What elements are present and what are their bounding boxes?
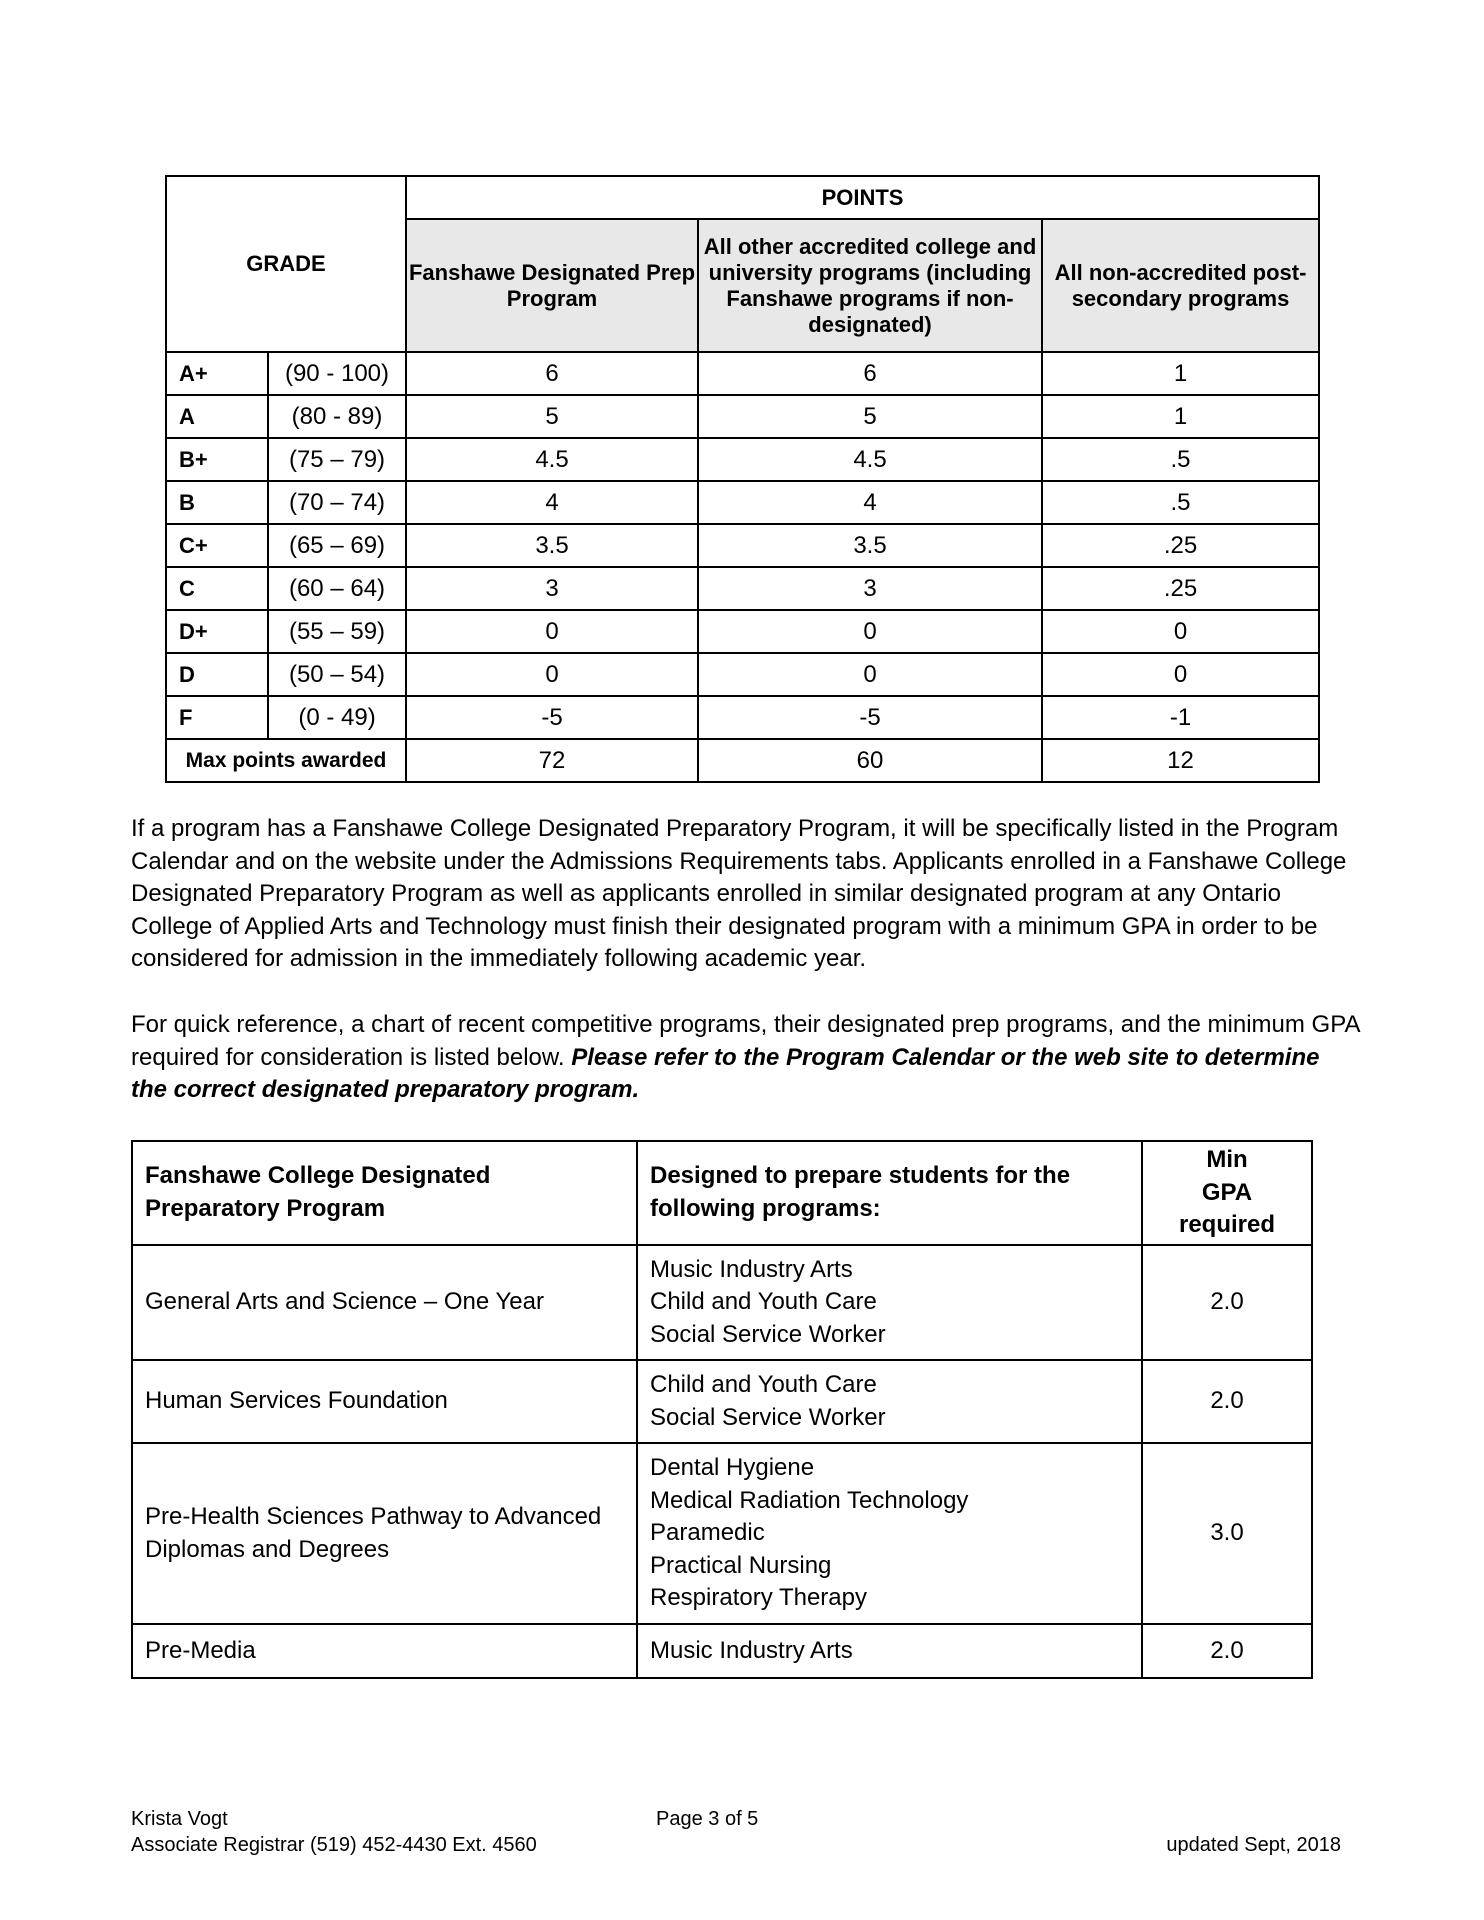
designated-program-paragraph: If a program has a Fanshawe College Designated Preparatory Program, it will be specifically listed in the Program Calendar and on the website under the Admissions Requirements tabs. Applicants enrolled in a Fanshawe College Designated Preparatory Program as well as applicants enrolled in similar designated program at any Ontario College of Applied Arts and Technology must finish their designated program with a minimum GPA in order to be considered for admission in the immediately following academic year. [131,815,1347,972]
target-program: Child and Youth Care [650,1371,877,1398]
fanshawe-prep-header: Fanshawe Designated Prep Program [406,219,698,352]
min-gpa-header-line: GPA [1201,1178,1253,1206]
fanshawe-points: 4.5 [406,438,698,481]
quick-reference-emphasis: Please refer to the Program Calendar or the web site to determine the correct designated preparatory program. [131,1043,1320,1103]
table-row [132,1360,1312,1443]
grade-range: (75 – 79) [268,438,406,481]
points-header: POINTS [406,176,1319,219]
grade-letter: B+ [166,438,268,481]
accredited-points: 3.5 [698,524,1042,567]
table-row [166,567,1319,610]
target-program: Practical Nursing [650,1551,832,1579]
prep-program-table [131,1140,1313,1679]
footer-name: Krista Vogt [131,1808,228,1830]
target-programs [637,1443,1142,1624]
grade-range: (70 – 74) [268,481,406,524]
footer-title: Associate Registrar (519) 452-4430 Ext. 4560 [131,1834,537,1856]
min-gpa-value: 2.0 [1142,1360,1312,1443]
quick-reference-text: For quick reference, a chart of recent competitive programs, their designated prep programs, and the minimum GPA required for consideration is listed below. [131,1011,1360,1071]
min-gpa-header-line: required [1178,1211,1276,1238]
min-gpa-value: 3.0 [1142,1443,1312,1624]
prep-program-name: Pre-Health Sciences Pathway to Advanced Diplomas and Degrees [132,1443,637,1624]
prep-program-name: Human Services Foundation [132,1360,637,1443]
fanshawe-points: 0 [406,610,698,653]
accredited-points: 4 [698,481,1042,524]
fanshawe-points: 0 [406,653,698,696]
grade-letter: D+ [166,610,268,653]
max-accredited: 60 [698,739,1042,782]
max-fanshawe: 72 [406,739,698,782]
fanshawe-points: 3.5 [406,524,698,567]
prep-program-name: General Arts and Science – One Year [132,1245,637,1361]
grade-letter: C [166,567,268,610]
grade-header: GRADE [166,176,406,352]
non-accredited-points: 1 [1042,395,1319,438]
footer-contact [131,1806,537,1858]
accredited-header: All other accredited college and university programs (including Fanshawe programs if non-designated) [698,219,1042,352]
prepares-for-header: Designed to prepare students for the following programs: [637,1141,1142,1245]
grade-range: (65 – 69) [268,524,406,567]
accredited-points: 5 [698,395,1042,438]
non-accredited-points: .25 [1042,524,1319,567]
updated-date: updated Sept, 2018 [1166,1834,1341,1856]
grade-range: (80 - 89) [268,395,406,438]
non-accredited-header: All non-accredited post-secondary programs [1042,219,1319,352]
grade-range: (55 – 59) [268,610,406,653]
quick-reference-paragraph [131,1009,1361,1107]
table-row [166,438,1319,481]
target-program: Paramedic [650,1519,765,1547]
accredited-points: 0 [698,653,1042,696]
target-programs [637,1624,1142,1678]
target-program: Music Industry Arts [650,1636,853,1664]
grade-range: (50 – 54) [268,653,406,696]
fanshawe-points: 6 [406,352,698,395]
target-program: Medical Radiation Technology [650,1486,969,1514]
table-row [166,610,1319,653]
table-row [132,1443,1312,1624]
non-accredited-points: 1 [1042,352,1319,395]
grade-range: (0 - 49) [268,696,406,739]
table-row [166,653,1319,696]
non-accredited-points: -1 [1042,696,1319,739]
target-program: Music Industry Arts [650,1255,853,1283]
accredited-points: 4.5 [698,438,1042,481]
min-gpa-value: 2.0 [1142,1624,1312,1678]
grade-range: (60 – 64) [268,567,406,610]
target-program: Child and Youth Care [650,1288,877,1315]
prep-program-name: Pre-Media [132,1624,637,1678]
grade-letter: D [166,653,268,696]
table-row [166,395,1319,438]
table-row [166,481,1319,524]
target-program: Respiratory Therapy [650,1584,867,1612]
min-gpa-value: 2.0 [1142,1245,1312,1361]
non-accredited-points: .5 [1042,438,1319,481]
table-row [166,352,1319,395]
target-program: Social Service Worker [650,1320,886,1348]
grade-letter: A+ [166,352,268,395]
accredited-points: 6 [698,352,1042,395]
min-gpa-header-line: Min [1206,1146,1248,1173]
accredited-points: 0 [698,610,1042,653]
prep-program-header: Fanshawe College Designated Preparatory Program [132,1141,637,1245]
grade-letter: B [166,481,268,524]
non-accredited-points: 0 [1042,610,1319,653]
non-accredited-points: .25 [1042,567,1319,610]
grade-range: (90 - 100) [268,352,406,395]
table-row [132,1245,1312,1361]
grade-letter: C+ [166,524,268,567]
fanshawe-points: 5 [406,395,698,438]
table-row [166,524,1319,567]
fanshawe-points: 4 [406,481,698,524]
grade-letter: A [166,395,268,438]
accredited-points: -5 [698,696,1042,739]
fanshawe-points: -5 [406,696,698,739]
table-row [166,696,1319,739]
accredited-points: 3 [698,567,1042,610]
min-gpa-header [1142,1141,1312,1245]
max-points-label: Max points awarded [166,739,406,782]
page-number: Page 3 of 5 [656,1808,759,1830]
grade-points-table [165,175,1320,783]
non-accredited-points: 0 [1042,653,1319,696]
grade-letter: F [166,696,268,739]
target-programs [637,1360,1142,1443]
max-points-row [166,739,1319,782]
target-program: Dental Hygiene [650,1454,815,1482]
table-row [132,1624,1312,1678]
max-non-accredited: 12 [1042,739,1319,782]
target-programs [637,1245,1142,1361]
fanshawe-points: 3 [406,567,698,610]
non-accredited-points: .5 [1042,481,1319,524]
target-program: Social Service Worker [650,1403,886,1431]
